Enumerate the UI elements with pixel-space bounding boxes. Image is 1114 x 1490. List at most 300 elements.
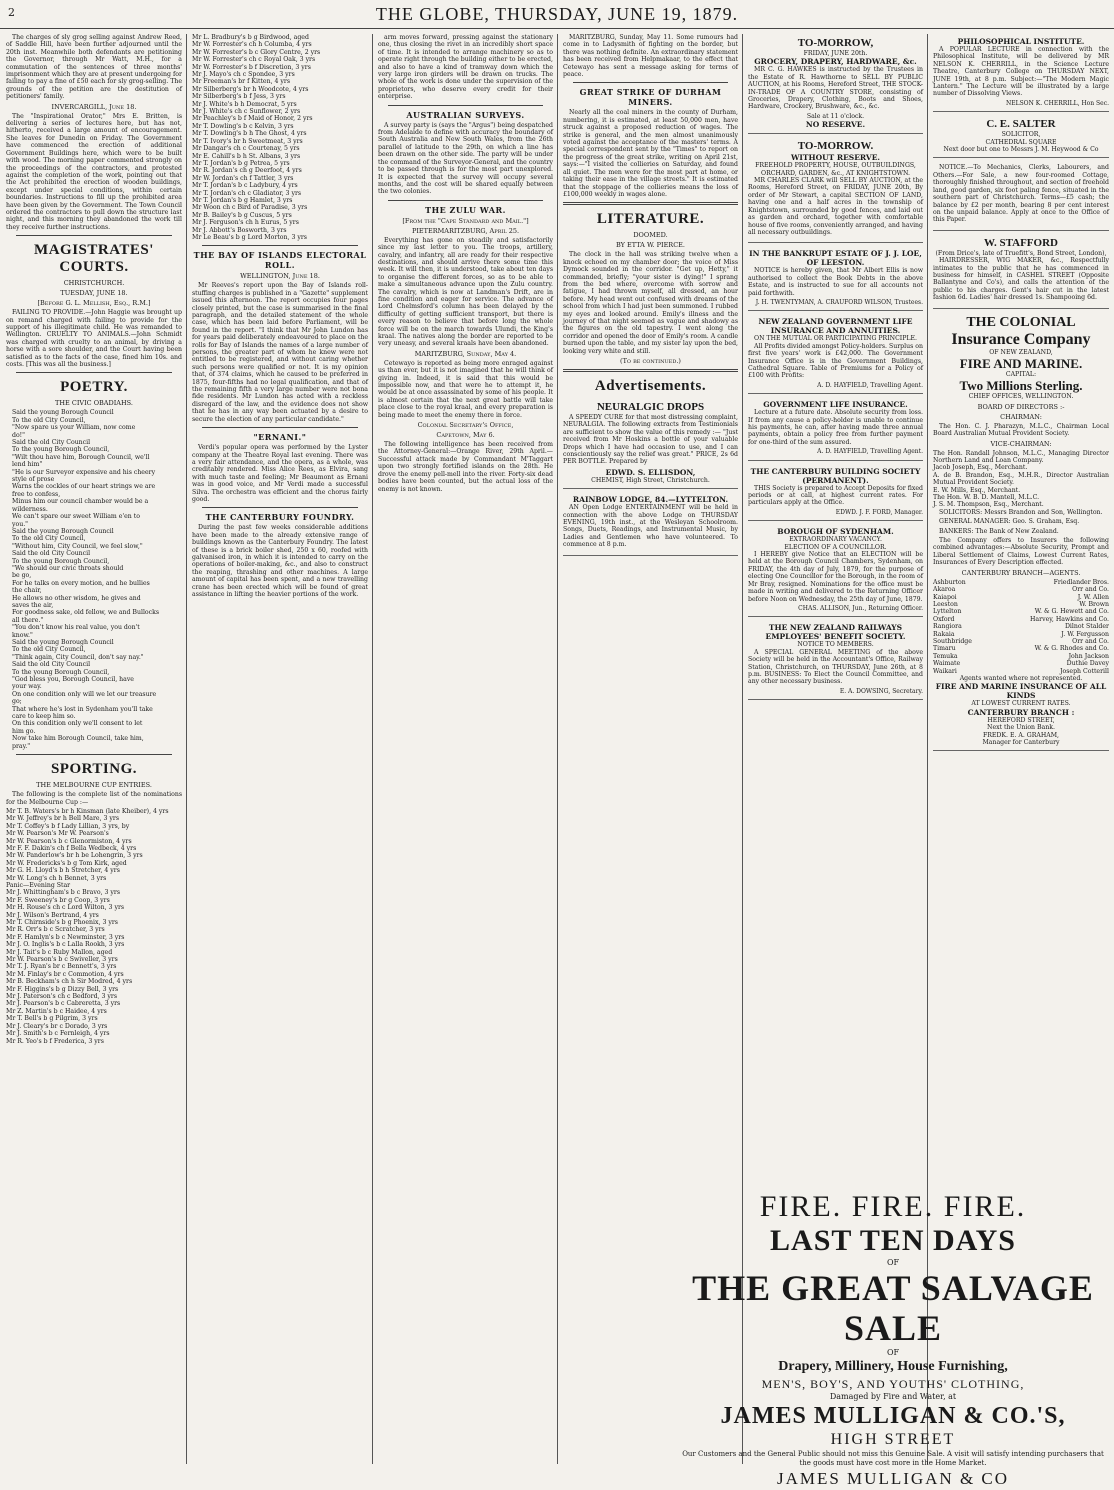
ad-signature: CHAS. ALLISON, Jun., Returning Officer. xyxy=(798,604,923,612)
agent-row xyxy=(933,579,1109,586)
entry-line: Mr J. Whittingham's b c Bravo, 3 yrs xyxy=(6,889,121,897)
poem-line: style of prose xyxy=(12,476,55,484)
entry-line: Mr G. H. Lloyd's b h Stretcher, 4 yrs xyxy=(6,867,120,875)
banner-line: JAMES MULLIGAN & CO xyxy=(776,1469,1010,1488)
subheading: CHRISTCHURCH. xyxy=(63,279,125,288)
ad-body: NOTICE.—To Mechanics, Clerks, Labourers, and Others.—For Sale, a new four-roomed Cottage, thoroughly finished throughout, and section of freehold land, good garden, six foot paling fence, situated in the southern part of Christchurch. Terms—£5 cash; the balance by £2 per month, bearing 8 per cent interest on the unpaid balance. Apply at once to the Office of this Paper. xyxy=(933,164,1109,224)
ad-body: MR C. G. HAWKES is instructed by the Trustees in the Estate of R. Hawthorne to SELL BY PUBLIC AUCTION, at his Rooms, Hereford Street, THE STOCK-IN-TRADE OF A COUNTRY STORE, consisting of Groceries, Drapery, Clothing, Boots and Shoes, Hardware, Crockery, Brushware, &c., &c. xyxy=(748,66,923,111)
poem-line: To the old City Council, xyxy=(12,646,86,654)
ad-heading: BOROUGH OF SYDENHAM. xyxy=(777,527,894,537)
banner-line: JAMES MULLIGAN & CO.'S, xyxy=(720,1403,1066,1429)
poem-line: To the young Borough Council, xyxy=(12,446,110,454)
poem-line: free to confess, xyxy=(12,490,61,498)
director-line: J. S. M. Thompson, Esq., Merchant. xyxy=(933,501,1044,509)
ad-address: CATHEDRAL SQUARE xyxy=(985,138,1057,146)
column-rule xyxy=(186,34,187,1464)
agent-name: Harvey, Hawkins and Co. xyxy=(1030,615,1109,623)
poem-line: him go. xyxy=(12,727,36,735)
poem-line: That where he's lost in Sydenham you'll take xyxy=(12,705,153,713)
poem-line: Said the old City Council xyxy=(12,661,91,669)
ad-body: MR CHARLES CLARK will SELL BY AUCTION, at the Rooms, Hereford Street, on FRIDAY, JUNE 20th, By order of Mr Stewart, a capital SECTION OF LAND, having one and a half acres in the township of Knightstown, surrounded by good fences, and laid out as garden and orchard, together with comfortable house of five rooms, conveniently arranged, and having all necessary outbuildings. xyxy=(748,177,923,236)
entry-line: Mr W. Jeffrey's br h Bell Mare, 3 yrs xyxy=(6,815,120,823)
poem-line: know." xyxy=(12,631,33,639)
ad-subheading: SOLICITOR, xyxy=(1001,131,1041,139)
poem-line: To the old City Council, xyxy=(12,416,86,424)
agent-town: Temuka xyxy=(933,652,958,660)
entry-line: Mr J. Abbott's Bosworth, 3 yrs xyxy=(192,226,287,234)
banner-line: Drapery, Millinery, House Furnishing, xyxy=(778,1359,1008,1374)
section-heading: "ERNANI." xyxy=(253,432,307,443)
entry-line: Mr Freeman's br f Kitten, 4 yrs xyxy=(192,78,291,86)
entry-line: Mr Woon ch c Bird of Paradise, 3 yrs xyxy=(192,204,308,212)
ad-body: THIS Society is prepared to Accept Deposits for fixed periods or at call, at highest current rates. For particulars apply at the Office. xyxy=(748,484,923,507)
entry-line: Mr J. Wilson's Bertrand, 4 yrs xyxy=(6,911,99,919)
entry-list xyxy=(192,34,368,241)
salvage-sale-banner xyxy=(676,1190,1110,1488)
divider xyxy=(573,82,728,83)
ad-signature: EDWD. S. ELLISDON, xyxy=(605,467,696,477)
ad-heading: Two Millions Sterling. xyxy=(959,378,1083,394)
agent-town: Waimate xyxy=(933,660,961,668)
subheading: THE MELBOURNE CUP ENTRIES. xyxy=(36,781,152,790)
ad-subheading: CAPITAL: xyxy=(1005,370,1037,378)
entry-line: Mr Silberberg's b f Jess, 3 yrs xyxy=(192,93,286,101)
poem-line: go; xyxy=(12,698,22,706)
entry-list xyxy=(6,808,182,1045)
advertisement xyxy=(933,312,1109,752)
entry-line: Mr T. Jordan's ch c Gladiator, 3 yrs xyxy=(192,189,302,197)
poem-line: Minus him our council chamber would be a xyxy=(12,498,149,506)
advertisement xyxy=(748,314,923,394)
ad-subheading: (From Drice's, late of Truefitt's, Bond Street, London), xyxy=(935,249,1107,257)
poem-line: For goodness sake, old fellow, we and Bullocks xyxy=(12,609,160,617)
agent-name: J. W. Allen xyxy=(1077,593,1109,601)
entry-line: Mr W. Jordan's ch f Tattler, 3 yrs xyxy=(192,174,294,182)
director-list xyxy=(933,450,1109,509)
ad-body: NOTICE is hereby given, that Mr Albert Ellis is now authorised to collect the Book Debts in the above Estate, and is instructed to sue for all accounts not paid forthwith. xyxy=(748,267,923,297)
agent-row xyxy=(933,586,1109,593)
ad-heading: IN THE BANKRUPT ESTATE OF J. J. LOE, OF LEESTON. xyxy=(749,249,922,268)
poem-line: wilderness. xyxy=(12,505,48,513)
column-5 xyxy=(748,34,923,1184)
masthead-title: THE GLOBE, THURSDAY, JUNE 19, 1879. xyxy=(375,3,739,24)
ad-body: The Hon. C. J. Pharazyn, M.L.C., Chairman Local Board Australian Mutual Provident Society. xyxy=(933,422,1109,438)
advertisement xyxy=(748,464,923,522)
article-body: The clock in the hall was striking twelve when a knock echoed on my chamber door; the voice of Miss Dymock sounded in the corridor. "Get up, Hetty," it commanded, briefly; "your sister is dying!" I sprang from the bed where, overcome with sorrow and fatigue, I had thrown myself, all dressed, an hour before. My head went out confused with dreams of the school from which I had just been summoned. I rubbed my eyes and looked around. Emily's illness and the journey of that night seemed as vague and shadowy as the figures on the old tapestry. I went along the corridor and opened the door of Emily's room. A candle burned upon the table, and my sister lay upon the bed, looking very white and still. xyxy=(563,251,738,355)
section-heading: LITERATURE. xyxy=(596,211,705,228)
poem-line: Said the young Borough Council xyxy=(12,527,114,535)
entry-line: Mr T. Coffey's b f Lady Lillian, 3 yrs, by xyxy=(6,822,130,830)
entry-line: Mr J. Cleary's br c Dorado, 3 yrs xyxy=(6,1022,108,1030)
ad-note: Agents wanted where not represented. xyxy=(959,674,1083,682)
advertisement xyxy=(748,137,923,243)
director-line: Jacob Joseph, Esq., Merchant. xyxy=(933,464,1028,472)
entry-line: Mr T. B. Waters's br h Kinsman (late Kheiber), 4 yrs xyxy=(6,807,169,815)
banner-line: OF xyxy=(886,1258,900,1267)
agent-row xyxy=(933,631,1109,638)
agent-town: Leeston xyxy=(933,600,958,608)
ad-title: FREEHOLD PROPERTY, HOUSE, OUTBUILDINGS, ORCHARD, GARDEN, &c., AT KNIGHTSTOWN. xyxy=(755,162,916,177)
agent-town: Akaroa xyxy=(933,586,956,594)
article-body: FAILING TO PROVIDE.—John Haggie was brought up on remand charged with failing to provide for the support of his illegitimate child. He was remanded to Wellington. CRUELTY TO ANIMALS.—John Schmidt was charged with cruelty to an animal, by driving a horse with a sore shoulder, and the Court having been satisfied as to the facts of the case, fined him 10s. and costs. [This was all the business.] xyxy=(6,309,182,368)
source-note: [From the "Cape Standard and Mail."] xyxy=(402,216,529,225)
ad-heading: CANTERBURY BRANCH : xyxy=(967,707,1075,717)
ad-subheading: WITHOUT RESERVE. xyxy=(790,153,881,163)
dateline: Colonial Secretary's Office, xyxy=(417,421,514,430)
article-body: A survey party is (says the "Argus") being despatched from Adelaide to define with accuracy the boundary of South Australia and New South Wales, from the 26th parallel of latitude to the 29th, on which a line has been drawn on the other side. The party will be under the command of the Surveyor-General, and the country to be passed through is for the most part unexplored. It is expected that the survey will occupy several months, and the cost will be shared equally between the two colonies. xyxy=(378,121,554,196)
entry-line: Mr R. Yeo's b f Frederica, 3 yrs xyxy=(6,1037,104,1045)
ad-heading: Insurance Company xyxy=(951,330,1091,348)
agent-name: W. & G. Rhodes and Co. xyxy=(1034,645,1109,653)
director-line: The Hon. W. B. D. Mantell, M.L.C. xyxy=(933,494,1040,502)
column-3 xyxy=(378,34,553,1464)
entry-line: Mr J. Smith's b c Fernleigh, 4 yrs xyxy=(6,1030,110,1038)
section-heading: THE CANTERBURY FOUNDRY. xyxy=(205,512,355,523)
agent-name: Orr and Co. xyxy=(1072,586,1109,594)
agent-list xyxy=(933,579,1109,675)
poem-line: "Wilt thou have him, Borough Council, we'll xyxy=(12,453,150,461)
poem-line: Said the young Borough Council xyxy=(12,639,114,646)
entry-line: Mr R. Jordan's ch g Deerfoot, 4 yrs xyxy=(192,167,302,175)
poem-line: Now take him Borough Council, take him, xyxy=(12,735,144,743)
entry-line: Mr W. Forrester's b c Glory Centre, 2 yrs xyxy=(192,48,321,56)
ad-heading: PHILOSOPHICAL INSTITUTE. xyxy=(957,37,1085,46)
entry-line: Mr T. Dowling's b h The Ghost, 4 yrs xyxy=(192,130,307,138)
entry-line: Mr T. Dowling's b c Kelvin, 3 yrs xyxy=(192,122,294,130)
poem-line: lend him" xyxy=(12,461,43,469)
entry-line: Mr Peachley's b f Maid of Honor, 2 yrs xyxy=(192,115,313,123)
section-heading: THE BAY OF ISLANDS ELECTORAL ROLL. xyxy=(193,250,367,271)
entry-line: Mr B. Bailey's b g Cuscus, 5 yrs xyxy=(192,211,292,219)
entry-line: Mr J. White's ch c Sunflower, 2 yrs xyxy=(192,108,301,116)
poem-line: To the young Borough Council, xyxy=(12,668,110,676)
entry-line: Mr W. Panderlow's br h be Lohengrin, 3 yrs xyxy=(6,852,143,860)
dateline: INVERCARGILL, June 18. xyxy=(51,102,137,111)
ad-signature: NELSON K. CHERRILL, Hon Sec. xyxy=(1005,99,1109,107)
agent-name: W. & G. Hewett and Co. xyxy=(1034,608,1109,616)
ad-subheading: EXTRAORDINARY VACANCY. xyxy=(789,536,882,544)
poem-line: "God bless you, Borough Council, have xyxy=(12,676,134,684)
column-1 xyxy=(6,34,182,1464)
masthead xyxy=(0,0,1114,29)
ad-title: GROCERY, DRAPERY, HARDWARE, &c. xyxy=(754,57,917,67)
agent-row xyxy=(933,616,1109,623)
ad-note: Sale at 11 o'clock. xyxy=(806,112,865,120)
agent-row xyxy=(933,668,1109,675)
ad-subheading: CHIEF OFFICES, WELLINGTON. xyxy=(968,393,1074,401)
ad-heading: GOVERNMENT LIFE INSURANCE. xyxy=(763,400,908,410)
agent-row xyxy=(933,645,1109,652)
ad-body: I HEREBY give Notice that an ELECTION will be held at the Borough Council Chambers, Sydenham, on FRIDAY, the 4th day of July, 1879, for the purpose of electing One Councillor for the Borough, in the room of Mr Bray, resigned. Nominations for the office must be made in writing and delivered to the Returning Officer before Noon on Wednesday, the 25th day of June, 1879. xyxy=(748,551,923,603)
advertisement xyxy=(933,115,1109,158)
story-byline: BY ETTA W. PIERCE. xyxy=(615,241,685,250)
banner-line: OF xyxy=(886,1348,900,1357)
divider xyxy=(563,202,738,205)
agent-name: Joseph Cotterill xyxy=(1060,667,1109,675)
ad-note: Next door but one to Messrs J. M. Heywood & Co xyxy=(943,146,1099,154)
article-body: MARITZBURG, Sunday, May 11. Some rumours had come in to Ladysmith of fighting on the border, but there was nothing definite. An extraordinary statement has been received from Helpmakaar, to the effect that Cetewayo has sent a message asking for terms of peace. xyxy=(563,34,738,79)
section-heading: AUSTRALIAN SURVEYS. xyxy=(406,109,525,120)
entry-line: Mr Silberberg's br h Woodcote, 4 yrs xyxy=(192,85,309,93)
ad-heading: TO-MORROW. xyxy=(797,140,874,153)
divider xyxy=(202,245,358,246)
agent-row xyxy=(933,594,1109,601)
ad-heading: W. STAFFORD xyxy=(984,236,1058,249)
entry-line: Mr E. Cahill's b h St. Albans, 3 yrs xyxy=(192,152,301,160)
agent-row xyxy=(933,660,1109,667)
ad-address: CHEMIST, High Street, Christchurch. xyxy=(591,476,710,484)
dateline: WELLINGTON, June 18. xyxy=(240,272,320,281)
poem-line: do!" xyxy=(12,431,26,439)
agent-town: Timaru xyxy=(933,645,956,653)
divider xyxy=(388,105,543,106)
entry-line: Mr F. Hamlyn's b c Newminster, 3 yrs xyxy=(6,933,125,941)
ad-heading: NEURALGIC DROPS xyxy=(596,401,705,413)
entry-line: Mr Dangar's ch c Courtenay, 5 yrs xyxy=(192,145,300,153)
poem-line: pray." xyxy=(12,742,31,750)
entry-line: Mr T. Chirnside's b g Phoenix, 3 yrs xyxy=(6,919,118,926)
advertisement xyxy=(748,620,923,700)
ad-body: AN Open Lodge ENTERTAINMENT will be held in connection with the above Lodge on THURSDAY EVENING, 19th inst., at the Wesleyan Schoolroom. Songs, Duets, Readings, and Instrumental Music, by Ladies and Gentlemen who have volunteered. To commence at 8 p.m. xyxy=(563,504,738,549)
article-body: Cetewayo is reported as being more enraged against us than ever, but it is not imagined that he will think of giving in. Indeed, it is said that this would be impossible now, and that were he to attempt it, he would be at once assassinated by some of his people. It is almost certain that the next great battle will take place close to the royal kraal, and every preparation is being made to meet the enemy there in force. xyxy=(378,359,553,419)
entry-line: Mr Z. Martin's b c Haidee, 4 yrs xyxy=(6,1007,107,1015)
poem-line: We can't spare our sweet William e'en to xyxy=(12,513,140,521)
advertisement xyxy=(563,492,738,555)
poem-line: Said the young Borough Council xyxy=(12,409,114,417)
entry-line: Mr J. White's b h Democrat, 5 yrs xyxy=(192,100,297,108)
ad-heading: RAINBOW LODGE, 84.—LYTTELTON. xyxy=(572,495,729,505)
ad-subheading: VICE-CHAIRMAN: xyxy=(990,439,1052,448)
poem-line: To the old City Council, xyxy=(12,535,86,543)
poem-line: all there." xyxy=(12,616,44,624)
poem-line: "Think again, City Council, don't say nay." xyxy=(12,653,144,661)
advertisement xyxy=(933,161,1109,230)
ad-body: GENERAL MANAGER: Geo. S. Graham, Esq. xyxy=(939,518,1080,526)
ad-heading: THE COLONIAL xyxy=(966,314,1076,330)
agent-row xyxy=(933,653,1109,660)
entry-line: Mr J. Mayo's ch c Spondee, 3 yrs xyxy=(192,71,295,79)
entry-line: Mr J. O. Inglis's b c Lalla Rookh, 3 yrs xyxy=(6,941,125,949)
advertisement xyxy=(748,246,923,311)
poem-line: Warns the cockles of our heart strings we are xyxy=(12,483,156,491)
agent-town: Kaiapoi xyxy=(933,593,957,601)
banner-line: FIRE. FIRE. FIRE. xyxy=(759,1190,1027,1223)
entry-line: Mr L. Bradbury's b g Birdwood, aged xyxy=(192,34,309,41)
story-title: DOOMED. xyxy=(633,231,668,240)
poem-line: "Now spare us your William, now come xyxy=(12,424,136,432)
column-6 xyxy=(933,34,1109,1184)
entry-line: Mr H. Rouse's ch c Lord Wilton, 3 yrs xyxy=(6,904,125,912)
poem-line: On this condition only we'll consent to let xyxy=(12,720,143,728)
ad-heading: C. E. SALTER xyxy=(986,118,1056,131)
director-line: The Hon. Randall Johnson, M.L.C., Managing Director Northern Land and Loan Company. xyxy=(933,449,1109,464)
divider xyxy=(202,427,358,428)
agent-town: Lyttelton xyxy=(933,608,962,616)
ad-heading: FIRE AND MARINE INSURANCE OF ALL KINDS xyxy=(935,682,1107,701)
ad-heading: FIRE AND MARINE. xyxy=(959,355,1083,371)
entry-line: Mr J. Pearson's b c Cabreretta, 3 yrs xyxy=(6,1000,121,1008)
poem-line: For he talks on every motion, and he bullies xyxy=(12,579,150,587)
ad-body: HAIRDRESSER, WIG MAKER, &c., Respectfully intimates to the public that he has commenced in business for himself, in CASHEL STREET (Opposite Ballantyne and Co's), and calls the attention of the public to his charges. Gent's hair cut in the latest fashion 6d. Ladies' hair dressed 1s. Shampooing 6d. xyxy=(933,257,1109,302)
ad-subheading: ON THE MUTUAL OR PARTICIPATING PRINCIPLE. xyxy=(754,335,917,343)
entry-line: Mr T. J. Ryan's br c Bennett's, 3 yrs xyxy=(6,963,117,971)
ad-subheading: CHAIRMAN: xyxy=(1000,412,1042,421)
entry-line: Mr F. Sweeney's br g Coop, 3 yrs xyxy=(6,896,110,904)
agent-town: Rangiora xyxy=(933,623,962,631)
ad-signature: E. A. DOWSING, Secretary. xyxy=(839,687,923,695)
entry-line: Mr W. Pearson's b c Swiveller, 3 yrs xyxy=(6,956,118,964)
divider xyxy=(16,372,172,373)
advertisement xyxy=(748,524,923,617)
advertisement xyxy=(748,397,923,460)
agent-row xyxy=(933,623,1109,630)
banner-line: MEN'S, BOY'S, AND YOUTHS' CLOTHING, xyxy=(761,1377,1025,1391)
agent-name: W. Brown xyxy=(1079,600,1109,608)
section-heading: SPORTING. xyxy=(50,761,138,778)
section-heading: POETRY. xyxy=(60,379,128,396)
entry-line: Mr W. Pearson's b c Glenormiston, 4 yrs xyxy=(6,837,132,845)
ad-heading: THE NEW ZEALAND RAILWAYS EMPLOYEES' BENEFIT SOCIETY. xyxy=(765,623,906,642)
article-body: Nearly all the coal miners in the county of Durham, numbering, it is estimated, at least 50,000 men, have struck against a proposed reduction of wages. The strike is general, and the men almost unanimously voted against the acceptance of the masters' terms. A special correspondent sent by the "Times" to report on the progress of the great strike, writing on April 21st, says:—"I visited the collieries on Saturday, and found all quiet. The men were for the most part at home, or taking their ease in the village streets." It is estimated that the stoppage of the collieries means the loss of £100,000 weekly in wages alone. xyxy=(563,109,738,198)
agent-town: Ashburton xyxy=(933,578,966,586)
agent-name: Orr and Co. xyxy=(1072,637,1109,645)
dateline: MARITZBURG, Sunday, May 4. xyxy=(414,349,517,358)
page-number: 2 xyxy=(8,6,15,19)
banner-line: Damaged by Fire and Water, at xyxy=(829,1392,957,1401)
poem-line: be go, xyxy=(12,572,32,580)
poem-line: "We should our civic throats should xyxy=(12,564,124,572)
poem-line: Said the old City Council xyxy=(12,439,91,447)
ad-date: FRIDAY, JUNE 20th. xyxy=(803,50,868,57)
column-rule xyxy=(557,34,558,1464)
ad-signature: FREDK. E. A. GRAHAM, xyxy=(982,731,1060,739)
poem-line: the chair, xyxy=(12,587,42,595)
agent-name: Dilnot Stalder xyxy=(1064,623,1109,631)
agent-town: Southbridge xyxy=(933,637,972,645)
ad-signature: A. D. HAYFIELD, Travelling Agent. xyxy=(817,448,923,456)
section-heading: Advertisements. xyxy=(594,378,707,394)
entry-line: Mr W. Forrester's b f Discretion, 3 yrs xyxy=(192,63,311,71)
ad-address: HEREFORD STREET, xyxy=(987,716,1055,724)
article-body: Everything has gone on steadily and satisfactorily since my last letter to you. The troops, artillery, cavalry, and infantry, all are ready for their respective destinations, and should arrive there some time this week. It will then, it is understood, take about ten days to organise the different forces, so as to be able to make a simultaneous advance upon the Zulu country. The cavalry, which is now at Landman's Drift, are in fine condition and eager for service. The advance of Lord Chelmsford's column has been delayed by the difficulty of getting sufficient transport, but there is every reason to believe that before long the whole force will be on the march towards Ulundi, the King's kraal. The natives along the border are reported to be very uneasy, and several kraals have been abandoned. xyxy=(378,236,553,348)
dateline: TUESDAY, JUNE 18. xyxy=(60,289,128,298)
poem-line: care to keep him so. xyxy=(12,713,76,721)
ad-subheading: NOTICE TO MEMBERS. xyxy=(797,641,874,649)
entry-line: Mr T. Bell's b g Pilgrim, 3 yrs xyxy=(6,1015,98,1023)
entry-line: Mr W. Pearson's Mr W. Pearson's xyxy=(6,830,109,838)
poem xyxy=(6,409,182,750)
advertisement xyxy=(748,34,923,134)
agent-name: Friedlander Bros. xyxy=(1053,578,1109,586)
ad-heading: TO-MORROW, xyxy=(797,37,874,49)
divider xyxy=(16,235,172,236)
ad-subheading: AT LOWEST CURRENT RATES. xyxy=(971,700,1071,708)
article-body: arm moves forward, pressing against the stationary one, thus closing the rivet in an incredibly short space of time. It is intended to arrange machinery so as to operate right through the building either to be erected, and also to have a kind of tramway down which the very large iron girders will be drawn on trucks. The whole of the work is done under the supervision of the proprietors, who deserve every credit for their enterprise. xyxy=(378,34,553,101)
article-body: The "Inspirational Orator," Mrs E. Britten, is delivering a series of lectures here, but has not, hitherto, received a large amount of encouragement. She leaves for Dunedin on Friday. The Government have commenced the erection of additional Government Buildings here, which were to be built with wood. The morning paper commented strongly on the proceedings of the contractors, and protested against the completion of the work, pointing out that the Act prohibited the erection of wooden buildings, except under special conditions, within certain boundaries. Instructions to fill up the prohibited area have been given by the Government. The Town Council ordered the contractors to pull down the structure last night, and this morning they abandoned the work till they receive further instructions. xyxy=(6,112,182,231)
poem-line: Said the old City Council xyxy=(12,550,91,558)
agent-name: Duthie Davey xyxy=(1066,660,1109,668)
agent-row xyxy=(933,608,1109,615)
ad-note: Manager for Canterbury xyxy=(982,739,1060,746)
ad-subheading: BOARD OF DIRECTORS :- xyxy=(977,402,1065,411)
article-body: The following is the complete list of the nominations for the Melbourne Cup :— xyxy=(6,791,182,806)
ad-body: The Company offers to Insurers the following combined advantages:—Absolute Security, Prompt and Liberal Settlement of Claims, Lowest Current Rates, Insurances of Every Description effected. xyxy=(933,537,1109,567)
ad-title: ELECTION OF A COUNCILLOR. xyxy=(784,543,887,551)
ad-signature: J. H. TWENTYMAN, A. CRAUFORD WILSON, Trustees. xyxy=(755,298,923,306)
article-body: During the past few weeks considerable additions have been made to the already extensive range of buildings known as the Canterbury Foundry. The latest of these is a brick boiler shed, 250 x 60, roofed with galvanised iron, in which it is intended to carry on the operations of boiler-making, &c., and also to construct the reaping, thrashing and other machines. A large amount of capital has been spent, and a new travelling crane has been erected which will be found of great assistance in lifting the heavier portions of the work. xyxy=(192,524,368,598)
poem-title: THE CIVIC OBADIAHS. xyxy=(55,399,133,408)
agent-name: John Jackson xyxy=(1068,652,1109,660)
entry-line: Mr W. Forrester's ch c Royal Oak, 3 yrs xyxy=(192,56,316,64)
ad-body: SOLICITORS: Messrs Brandon and Son, Wellington. xyxy=(939,508,1103,516)
article-body: Verdi's popular opera was performed by the Lyster company at the Theatre Royal last evening. There was a very fair attendance, and the opera, as a whole, was creditably rendered. Miss Alice Rees, as Elvira, sang with much taste and feeling; Mr Beaumont as Ernani was in good voice, and Mr Verdi made a successful Silva. The orchestra was efficient and the chorus fairly good. xyxy=(192,444,368,503)
entry-line: Mr T. Jordan's b g Petrea, 5 yrs xyxy=(192,159,290,167)
continued-note: (To be continued.) xyxy=(620,357,681,365)
ad-note: Next the Union Bank. xyxy=(987,724,1055,732)
column-2 xyxy=(192,34,368,1464)
poem-line: your way. xyxy=(12,683,42,691)
director-line: A. de B. Brandon, Esq., M.H.R., Director Australian Mutual Provident Society. xyxy=(933,471,1109,487)
divider xyxy=(16,754,172,755)
director-line: E. W. Mills, Esq., Merchant. xyxy=(933,486,1021,494)
agent-row xyxy=(933,601,1109,608)
ad-signature: A. D. HAYFIELD, Travelling Agent. xyxy=(817,381,923,389)
banner-line: THE GREAT SALVAGE SALE xyxy=(692,1268,1094,1348)
bench-note: [Before G. L. Mellish, Esq., R.M.] xyxy=(37,299,151,308)
agent-town: Oxford xyxy=(933,615,955,623)
agent-name: J. W. Fergusson xyxy=(1061,630,1109,638)
poem-line: To the young Borough Council, xyxy=(12,557,110,565)
ad-subheading: CANTERBURY BRANCH—AGENTS. xyxy=(961,568,1081,577)
banner-line: Our Customers and the General Public should not miss this Genuine Sale. A visit will satisfy intending purchasers that the goods must have cost more in the Home Market. xyxy=(682,1450,1104,1467)
ad-heading: NEW ZEALAND GOVERNMENT LIFE INSURANCE AND ANNUITIES. xyxy=(758,317,913,336)
divider xyxy=(563,369,738,372)
ad-body: All Profits divided amongst Policy-holders. Surplus on first five years' work is £42,000. The Government Insurance Office is in the Government Buildings, Cathedral Square. Table of Premiums for a Policy of £100 with Profits: xyxy=(748,342,923,380)
section-heading: THE ZULU WAR. xyxy=(425,204,506,215)
banner-line: HIGH STREET xyxy=(830,1431,956,1448)
column-rule xyxy=(372,34,373,1464)
ad-body: A POPULAR LECTURE in connection with the Philosophical Institute, will be delivered by MR NELSON K. CHERRILL, in the Science Lecture Theatre, Canterbury College on THURSDAY NEXT, JUNE 19th, at 8 p.m. Subject:—"The Modern Magic Lantern." The Lecture will be illustrated by a large number of Dissolving Views. xyxy=(933,46,1109,98)
entry-line: Mr M. Finlay's br c Commotion, 4 yrs xyxy=(6,970,124,978)
entry-line: Mr F. Higgins's b g Dizzy Bell, 3 yrs xyxy=(6,985,119,993)
advertisement xyxy=(933,234,1109,309)
entry-line: Mr T. Jordan's b c Ladybury, 4 yrs xyxy=(192,182,298,190)
entry-line: Mr R. Orr's b c Scratcher, 3 yrs xyxy=(6,926,105,934)
agent-row xyxy=(933,638,1109,645)
agent-town: Rakaia xyxy=(933,630,955,638)
poem-line: saves the air, xyxy=(12,601,54,609)
entry-line: Panic—Evening Star xyxy=(6,881,71,889)
article-body: The following intelligence has been received from the Attorney-General:—Orange River, 29th April.—Successful attack made by Commandant M'Taggart upon two strongly fortified islands on the 28th. He drove the enemy pell-mell into the river. Forty-six dead bodies have been counted, but the actual loss of the enemy is not known. xyxy=(378,441,553,493)
advertisement xyxy=(933,34,1109,112)
entry-line: Mr F. F. Dakin's ch f Bella Wedbeck, 4 yrs xyxy=(6,844,137,852)
article-body: The charges of sly grog selling against Andrew Reed, of Saddle Hill, have been further adjourned until the 20th inst. Meanwhile both defendants are petitioning the Governor, through Mr Watt, M.H., for a commutation of the sentences of three months' imprisonment which they are at present undergoing for failing to pay a fine of £50 each for sly grog-selling. The grounds of the petition are the destitution of petitioners' family. xyxy=(6,34,182,101)
agent-town: Waikari xyxy=(933,667,957,675)
article-body: Mr Reeves's report upon the Bay of Islands roll-stuffing charges is published in a "Gazette" supplement issued this afternoon. The report occupies four pages closely printed, but the case is summarised in the final paragraph, and the detailed statement of the whole case, which has been laid before Parliament, will be found in the report. "I think that Mr John Lundon has for years paid deliberately endeavoured to place on the rolls for Bay of Islands the names of a large number of persons, the greater part of whom he knew were not entitled to be registered, and without caring whether such persons were qualified or not. It is my opinion that, of 374 claims, which he caused to be preferred in 1875, four-fifths had no legal qualification, and that of the remaining fifth a very large number were not bona fide residents. Mr Lundon has acted with a reckless disregard of the law, and the evidence does not show that he has in any way been actuated by a desire to secure the election of any particular candidate." xyxy=(192,282,368,423)
poem-line: "You don't know his real value, you don't xyxy=(12,624,140,632)
poem-line: He allows no other wisdom, he gives and xyxy=(12,594,141,602)
entry-line: Mr B. Beckham's ch h Sir Modred, 4 yrs xyxy=(6,978,133,986)
ad-body: Lecture at a future date. Absolute security from loss. If from any cause a policy-holder is unable to continue his payments, he can, after having made three annual payments, obtain a policy free from further payment for one-third of the sum assured. xyxy=(748,409,923,446)
poem-line: On one condition only will we let our treasure xyxy=(12,690,157,698)
entry-line: Mr T. Jordan's b g Hamlet, 3 yrs xyxy=(192,196,293,204)
entry-line: Mr J. Paterson's ch c Bedford, 3 yrs xyxy=(6,993,118,1001)
ad-heading: THE CANTERBURY BUILDING SOCIETY (PERMANENT). xyxy=(750,466,921,485)
dateline: PIETERMARITZBURG, April 25. xyxy=(411,226,520,235)
entry-line: Mr Le Beau's b g Lord Morton, 3 yrs xyxy=(192,233,307,241)
entry-line: Mr W. Long's ch h Bennet, 3 yrs xyxy=(6,874,107,882)
divider xyxy=(202,507,358,508)
